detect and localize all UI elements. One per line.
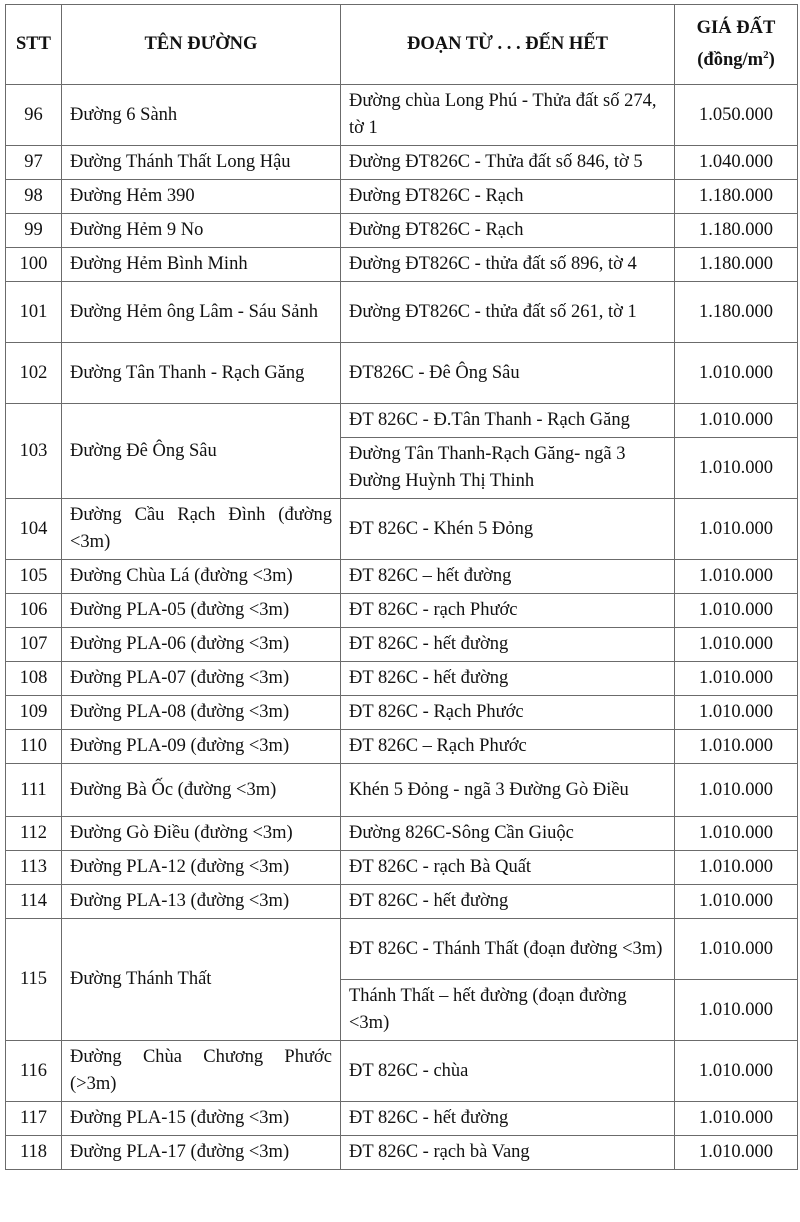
row-stt: 108 bbox=[6, 662, 62, 696]
row-price: 1.010.000 bbox=[675, 851, 798, 885]
header-segment: ĐOẠN TỪ . . . ĐẾN HẾT bbox=[341, 5, 675, 85]
table-row bbox=[6, 817, 798, 851]
row-price: 1.010.000 bbox=[675, 817, 798, 851]
land-price-table bbox=[5, 4, 798, 1170]
table-row bbox=[6, 560, 798, 594]
row-price: 1.010.000 bbox=[675, 980, 798, 1041]
row-segment: ĐT 826C - hết đường bbox=[341, 628, 675, 662]
row-stt: 114 bbox=[6, 885, 62, 919]
row-segment: ĐT 826C - rạch bà Vang bbox=[341, 1136, 675, 1170]
table-row bbox=[6, 696, 798, 730]
table-row bbox=[6, 662, 798, 696]
header-stt: STT bbox=[6, 5, 62, 85]
row-stt: 105 bbox=[6, 560, 62, 594]
table-row bbox=[6, 885, 798, 919]
row-stt: 109 bbox=[6, 696, 62, 730]
row-price: 1.010.000 bbox=[675, 1102, 798, 1136]
table-row bbox=[6, 1136, 798, 1170]
row-street-name: Đường PLA-09 (đường <3m) bbox=[62, 730, 341, 764]
row-street-name: Đường Đê Ông Sâu bbox=[62, 404, 341, 499]
row-price: 1.010.000 bbox=[675, 560, 798, 594]
row-segment: Đường ĐT826C - thửa đất số 896, tờ 4 bbox=[341, 248, 675, 282]
row-street-name: Đường Tân Thanh - Rạch Găng bbox=[62, 343, 341, 404]
header-street-name: TÊN ĐƯỜNG bbox=[62, 5, 341, 85]
row-stt: 112 bbox=[6, 817, 62, 851]
row-street-name: Đường PLA-08 (đường <3m) bbox=[62, 696, 341, 730]
row-segment: ĐT 826C - chùa bbox=[341, 1041, 675, 1102]
row-street-name: Đường Hẻm 9 No bbox=[62, 214, 341, 248]
table-row bbox=[6, 343, 798, 404]
table-row bbox=[6, 764, 798, 817]
row-street-name: Đường Gò Điều (đường <3m) bbox=[62, 817, 341, 851]
row-stt: 98 bbox=[6, 180, 62, 214]
row-segment: ĐT 826C - rạch Bà Quất bbox=[341, 851, 675, 885]
row-segment: Thánh Thất – hết đường (đoạn đường <3m) bbox=[341, 980, 675, 1041]
row-stt: 103 bbox=[6, 404, 62, 499]
header-price-title: GIÁ ĐẤT bbox=[696, 17, 776, 38]
table-row bbox=[6, 499, 798, 560]
row-street-name: Đường Thánh Thất Long Hậu bbox=[62, 146, 341, 180]
row-segment: Khén 5 Đỏng - ngã 3 Đường Gò Điều bbox=[341, 764, 675, 817]
table-row bbox=[6, 628, 798, 662]
row-segment: Đường chùa Long Phú - Thửa đất số 274, tờ 1 bbox=[341, 85, 675, 146]
row-price: 1.180.000 bbox=[675, 180, 798, 214]
row-price: 1.010.000 bbox=[675, 499, 798, 560]
row-price: 1.010.000 bbox=[675, 1041, 798, 1102]
row-segment: Đường ĐT826C - Rạch bbox=[341, 214, 675, 248]
row-street-name: Đường Chùa Chương Phước (>3m) bbox=[62, 1041, 341, 1102]
row-price: 1.180.000 bbox=[675, 214, 798, 248]
row-price: 1.010.000 bbox=[675, 764, 798, 817]
row-price: 1.010.000 bbox=[675, 343, 798, 404]
row-stt: 102 bbox=[6, 343, 62, 404]
row-stt: 106 bbox=[6, 594, 62, 628]
row-price: 1.010.000 bbox=[675, 885, 798, 919]
row-street-name: Đường PLA-06 (đường <3m) bbox=[62, 628, 341, 662]
row-price: 1.050.000 bbox=[675, 85, 798, 146]
row-segment: ĐT 826C - hết đường bbox=[341, 1102, 675, 1136]
row-segment: ĐT 826C – Rạch Phước bbox=[341, 730, 675, 764]
row-price: 1.040.000 bbox=[675, 146, 798, 180]
header-price-unit bbox=[697, 50, 774, 70]
row-street-name: Đường PLA-13 (đường <3m) bbox=[62, 885, 341, 919]
row-price: 1.010.000 bbox=[675, 404, 798, 438]
table-row bbox=[6, 282, 798, 343]
row-street-name: Đường Bà Ốc (đường <3m) bbox=[62, 764, 341, 817]
row-stt: 107 bbox=[6, 628, 62, 662]
row-stt: 117 bbox=[6, 1102, 62, 1136]
row-segment: ĐT 826C - Đ.Tân Thanh - Rạch Găng bbox=[341, 404, 675, 438]
row-price: 1.010.000 bbox=[675, 919, 798, 980]
row-street-name: Đường Hẻm 390 bbox=[62, 180, 341, 214]
row-street-name: Đường Hẻm Bình Minh bbox=[62, 248, 341, 282]
table-row bbox=[6, 146, 798, 180]
row-stt: 116 bbox=[6, 1041, 62, 1102]
row-segment: ĐT 826C - hết đường bbox=[341, 662, 675, 696]
unit-superscript: 2 bbox=[763, 48, 769, 61]
row-stt: 99 bbox=[6, 214, 62, 248]
table-row bbox=[6, 1102, 798, 1136]
row-street-name: Đường Cầu Rạch Đình (đường <3m) bbox=[62, 499, 341, 560]
row-street-name: Đường PLA-15 (đường <3m) bbox=[62, 1102, 341, 1136]
row-street-name: Đường Hẻm ông Lâm - Sáu Sảnh bbox=[62, 282, 341, 343]
table-row bbox=[6, 248, 798, 282]
table-row bbox=[6, 404, 798, 438]
row-segment: ĐT 826C - Thánh Thất (đoạn đường <3m) bbox=[341, 919, 675, 980]
row-price: 1.010.000 bbox=[675, 628, 798, 662]
row-segment: ĐT 826C - Khén 5 Đỏng bbox=[341, 499, 675, 560]
row-stt: 97 bbox=[6, 146, 62, 180]
row-stt: 101 bbox=[6, 282, 62, 343]
table-row bbox=[6, 85, 798, 146]
row-price: 1.010.000 bbox=[675, 594, 798, 628]
header-row bbox=[6, 5, 798, 85]
table-row bbox=[6, 730, 798, 764]
row-segment: ĐT 826C – hết đường bbox=[341, 560, 675, 594]
row-street-name: Đường PLA-12 (đường <3m) bbox=[62, 851, 341, 885]
row-stt: 115 bbox=[6, 919, 62, 1041]
row-street-name: Đường 6 Sành bbox=[62, 85, 341, 146]
unit-text: (đồng/m bbox=[697, 50, 764, 71]
row-stt: 100 bbox=[6, 248, 62, 282]
row-price: 1.010.000 bbox=[675, 1136, 798, 1170]
table-row bbox=[6, 180, 798, 214]
header-land-price bbox=[675, 5, 798, 85]
row-price: 1.010.000 bbox=[675, 730, 798, 764]
table-row bbox=[6, 919, 798, 980]
table-row bbox=[6, 214, 798, 248]
row-street-name: Đường Chùa Lá (đường <3m) bbox=[62, 560, 341, 594]
row-segment: ĐT 826C - rạch Phước bbox=[341, 594, 675, 628]
row-segment: Đường ĐT826C - Rạch bbox=[341, 180, 675, 214]
row-stt: 96 bbox=[6, 85, 62, 146]
row-stt: 104 bbox=[6, 499, 62, 560]
row-stt: 113 bbox=[6, 851, 62, 885]
row-segment: Đường Tân Thanh-Rạch Găng- ngã 3 Đường Huỳnh Thị Thinh bbox=[341, 438, 675, 499]
row-stt: 111 bbox=[6, 764, 62, 817]
row-segment: ĐT826C - Đê Ông Sâu bbox=[341, 343, 675, 404]
row-segment: Đường ĐT826C - Thửa đất số 846, tờ 5 bbox=[341, 146, 675, 180]
row-stt: 110 bbox=[6, 730, 62, 764]
row-price: 1.010.000 bbox=[675, 438, 798, 499]
row-stt: 118 bbox=[6, 1136, 62, 1170]
table-row bbox=[6, 1041, 798, 1102]
row-segment: ĐT 826C - hết đường bbox=[341, 885, 675, 919]
table-row bbox=[6, 851, 798, 885]
row-price: 1.180.000 bbox=[675, 248, 798, 282]
row-segment: Đường ĐT826C - thửa đất số 261, tờ 1 bbox=[341, 282, 675, 343]
row-price: 1.010.000 bbox=[675, 662, 798, 696]
row-street-name: Đường Thánh Thất bbox=[62, 919, 341, 1041]
row-street-name: Đường PLA-17 (đường <3m) bbox=[62, 1136, 341, 1170]
row-street-name: Đường PLA-07 (đường <3m) bbox=[62, 662, 341, 696]
row-segment: ĐT 826C - Rạch Phước bbox=[341, 696, 675, 730]
table-row bbox=[6, 594, 798, 628]
row-price: 1.010.000 bbox=[675, 696, 798, 730]
row-price: 1.180.000 bbox=[675, 282, 798, 343]
row-segment: Đường 826C-Sông Cần Giuộc bbox=[341, 817, 675, 851]
row-street-name: Đường PLA-05 (đường <3m) bbox=[62, 594, 341, 628]
unit-close: ) bbox=[768, 50, 775, 71]
